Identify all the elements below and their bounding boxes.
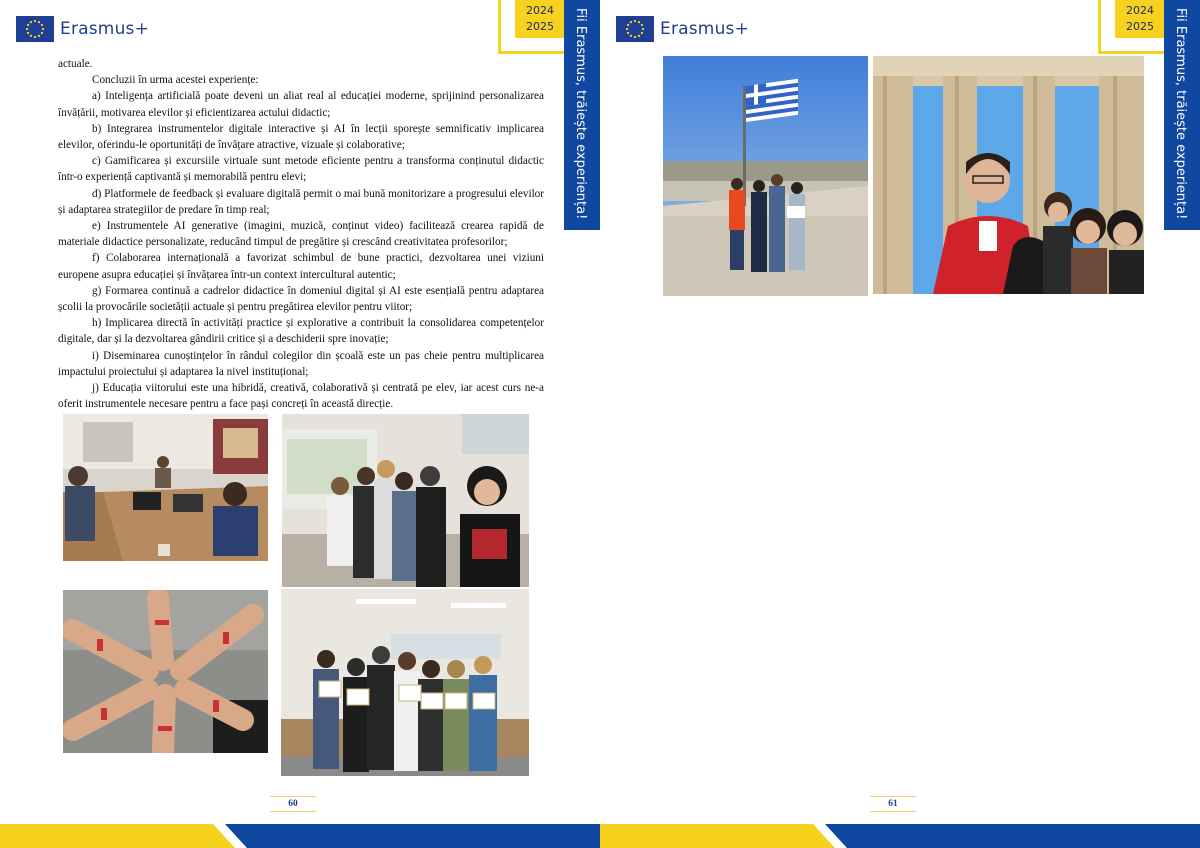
year-top: 2024: [526, 4, 554, 17]
eu-flag-icon: [16, 16, 54, 42]
paragraph: e) Instrumentele AI generative (imagini, muzică, conținut video) facilitează crearea rapidă de materiale didactice personalizate, reducând timpul de pregătire și crescând creativitatea profesorilor;: [58, 220, 544, 249]
photo-hands-bracelets: [63, 590, 268, 753]
brand-name: Erasmus+: [660, 19, 750, 39]
page-number-left: 60: [270, 796, 316, 812]
year-top: 2024: [1126, 4, 1154, 17]
page-right: [600, 0, 1200, 848]
paragraph: h) Implicarea directă în activități practice și explorative a contribuit la consolidarea competențelor digitale, dar și la dezvoltarea gândirii critice și a deschiderii spre inovație;: [58, 317, 544, 346]
conclusions-text: [58, 56, 544, 412]
tagline-text: Fii Erasmus, trăiește experiența!: [1173, 8, 1188, 220]
year-badge: [1098, 0, 1164, 54]
photo-acropolis-selfie: [873, 56, 1144, 294]
photo-classroom-laptops: [63, 414, 268, 561]
brand-name: Erasmus+: [60, 19, 150, 39]
year-badge: [498, 0, 564, 54]
year-bottom: 2025: [1126, 20, 1154, 33]
paragraph: g) Formarea continuă a cadrelor didactice în domeniul digital și AI este esențială pentru adaptarea școlii la provocările societății actuale și pentru pregătirea elevilor pentru viitor;: [58, 284, 544, 314]
paragraph: j) Educația viitorului este una hibridă, creativă, colaborativă și centrată pe elev, iar acest curs ne-a oferit instrumentele necesare pentru a face pași concreți în această direcție.: [58, 382, 544, 411]
erasmus-logo: [16, 16, 149, 42]
tagline-tab: [1164, 0, 1200, 230]
footer-band-right: [600, 824, 1200, 848]
paragraph: i) Diseminarea cunoștințelor în rândul colegilor din școală este un pas cheie pentru multiplicarea impactului proiectului și adaptarea la nivel instituțional;: [58, 349, 544, 378]
paragraph: c) Gamificarea și excursiile virtuale sunt metode eficiente pentru a transforma conținutul didactic într-o experiență captivantă și memorabilă pentru elevi;: [58, 155, 544, 184]
eu-flag-icon: [616, 16, 654, 42]
paragraph: a) Inteligența artificială poate deveni un aliat real al educației moderne, sprijinind personalizarea învățării, motivarea elevilor și eficientizarea actului didactic;: [58, 90, 544, 119]
photo-group-classroom: [282, 414, 529, 587]
footer-band-left: [0, 824, 600, 848]
tagline-text: Fii Erasmus, trăiește experiența!: [573, 8, 588, 220]
paragraph: Concluzii în urma acestei experiențe:: [92, 74, 259, 87]
year-bottom: 2025: [526, 20, 554, 33]
paragraph: b) Integrarea instrumentelor digitale interactive și AI în lecții sporește semnificativ implicarea elevilor, oferindu-le oportunități de învățare atractive, vizuale și colaborative;: [58, 122, 544, 152]
paragraph: f) Colaborarea internațională a favorizat schimbul de bune practici, dezvoltarea unei viziuni europene asupra educației și învățarea într-un context intercultural autentic;: [58, 252, 544, 281]
photo-greek-flag-terrace: [663, 56, 868, 296]
tagline-tab: [564, 0, 600, 230]
paragraph: d) Platformele de feedback și evaluare digitală permit o mai bună monitorizare a progresului elevilor și adaptarea strategiilor de predare în timp real;: [58, 187, 544, 216]
photo-group-certificates: [281, 589, 529, 776]
erasmus-logo: [616, 16, 749, 42]
page-number-right: 61: [870, 796, 916, 812]
paragraph: actuale.: [58, 58, 93, 70]
